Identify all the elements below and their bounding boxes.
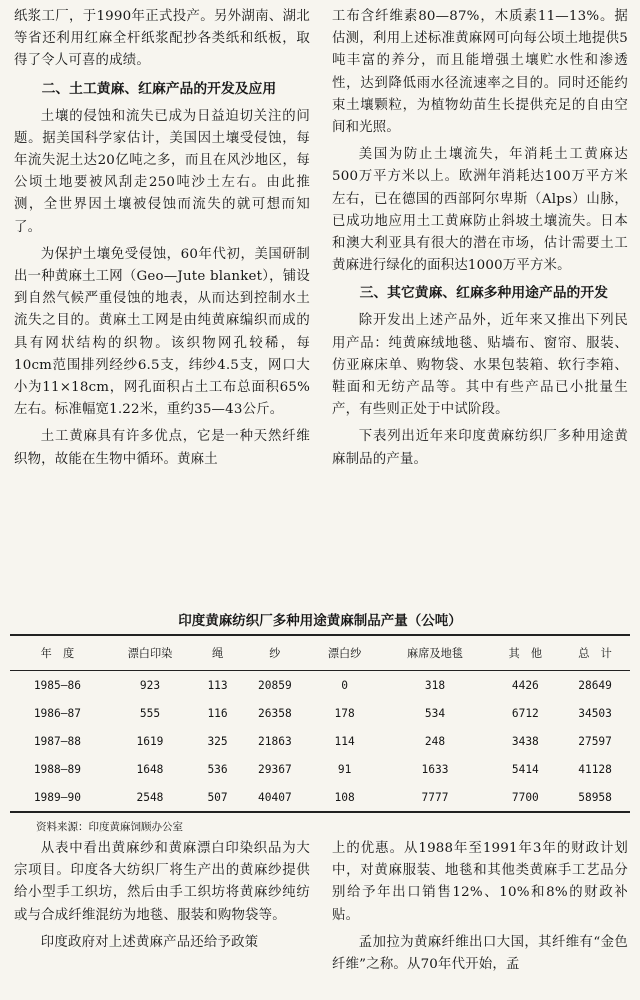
table-cell: 29367 <box>258 762 292 776</box>
table-cell: 2548 <box>105 783 195 812</box>
production-table-section <box>10 610 630 835</box>
table-cell: 4426 <box>511 678 539 692</box>
section-heading-2: 二、土工黄麻、红麻产品的开发及应用 <box>41 80 277 97</box>
table-cell: 325 <box>207 734 228 748</box>
production-table <box>10 634 630 813</box>
header-year: 年 度 <box>10 635 105 671</box>
paragraph: 除开发出上述产品外，近年来又推出下列民用产品：纯黄麻绒地毯、贴墙布、窗帘、服装、仿亚麻床单、购物袋、水果包装箱、软行李箱、鞋面和无纺产品等。其中有些产品已小批量生产，有些则正处于中试阶段。 <box>332 313 628 418</box>
table-cell: 1986—87 <box>33 706 81 720</box>
table-row <box>10 727 630 755</box>
paragraph: 下表列出近年来印度黄麻纺织厂多种用途黄麻制品的产量。 <box>332 429 628 467</box>
paragraph: 纸浆工厂，于1990年正式投产。另外湖南、湖北等省还利用红麻全杆纸浆配抄各类纸和纸板，取得了令人可喜的成绩。 <box>14 9 310 69</box>
table-cell: 1633 <box>421 762 449 776</box>
section-heading-3: 三、其它黄麻、红麻多种用途产品的开发 <box>359 285 608 302</box>
table-cell: 114 <box>334 734 355 748</box>
header-other: 其 他 <box>491 635 561 671</box>
table-header-row <box>10 635 630 671</box>
right-column-top <box>332 6 628 476</box>
paragraph: 为保护土壤免受侵蚀，60年代初，美国研制出一种黄麻土工网（Geo—Jute blanket），铺设到自然气候严重侵蚀的地表，从而达到控制水土流失之目的。黄麻土工网是由纯黄麻编织而成的具有网状结构的织物。该织物网孔较稀，每10cm范围排列经纱6.5支，纬纱4.5支，网口大小为11×18cm，网孔面积占土工布总面积65%左右。标准幅宽1.22米，重约35—43公斤。 <box>14 246 310 418</box>
left-column-top <box>14 6 310 476</box>
table-cell: 34503 <box>578 706 612 720</box>
table-cell: 20859 <box>258 678 292 692</box>
table-cell: 318 <box>424 678 446 692</box>
header-mats-carpets: 麻席及地毯 <box>379 635 490 671</box>
paragraph: 孟加拉为黄麻纤维出口大国，其纤维有“金色纤维”之称。从70年代开始，孟 <box>332 934 628 973</box>
table-source-note: 资料来源：印度黄麻饲顾办公室 <box>36 821 183 833</box>
table-cell: 534 <box>424 706 446 720</box>
table-cell: 116 <box>207 706 228 720</box>
table-row <box>10 783 630 812</box>
table-cell: 27597 <box>578 734 612 748</box>
header-bleached-yarn: 漂白纱 <box>310 635 380 671</box>
paragraph: 土工黄麻具有许多优点，它是一种天然纤维织物，故能在生物中循环。黄麻土 <box>14 429 310 467</box>
table-cell: 507 <box>195 783 240 812</box>
table-row <box>10 755 630 783</box>
table-cell: 1987—88 <box>33 734 81 748</box>
table-cell: 7777 <box>379 783 490 812</box>
table-cell: 1648 <box>136 762 164 776</box>
header-rope: 绳 <box>195 635 240 671</box>
table-cell: 0 <box>341 678 348 692</box>
table-cell: 26358 <box>258 706 292 720</box>
table-cell: 113 <box>207 678 228 692</box>
table-cell: 58958 <box>560 783 630 812</box>
paragraph: 土壤的侵蚀和流失已成为日益迫切关注的问题。据美国科学家估计，美国因土壤受侵蚀，每年流失泥土达20亿吨之多，而且在风沙地区，每公顷土地要被风刮走250吨沙土左右。由此推测，全世界因土壤被侵蚀而流失的就可想而知了。 <box>14 108 310 235</box>
table-cell: 923 <box>139 678 161 692</box>
table-row <box>10 699 630 727</box>
table-cell: 3438 <box>511 734 539 748</box>
header-total: 总 计 <box>560 635 630 671</box>
table-row <box>10 671 630 700</box>
header-yarn: 纱 <box>240 635 310 671</box>
header-bleached-printed: 漂白印染 <box>105 635 195 671</box>
table-cell: 6712 <box>511 706 539 720</box>
right-column-bottom <box>332 838 628 981</box>
paragraph: 印度政府对上述黄麻产品还给予政策 <box>40 934 259 950</box>
table-cell: 91 <box>337 762 352 776</box>
table-cell: 1988—89 <box>33 762 81 776</box>
table-cell: 1985—86 <box>33 678 81 692</box>
table-cell: 248 <box>424 734 446 748</box>
paragraph: 从表中看出黄麻纱和黄麻漂白印染织品为大宗项目。印度各大纺织厂将生产出的黄麻纱提供给小型手工织坊，然后由手工织坊将黄麻纱纯纺或与合成纤维混纺为地毯、服装和购物袋等。 <box>14 841 310 923</box>
table-cell: 21863 <box>258 734 292 748</box>
table-cell: 536 <box>207 762 228 776</box>
paragraph: 美国为防止土壤流失，年消耗土工黄麻达500万平方米以上。欧洲年消耗达100万平方米左右，已在德国的西部阿尔卑斯（Alps）山脉，已成功地应用土工黄麻防止斜坡土壤流失。日本和澳大利亚具有很大的潜在市场，估计需要土工黄麻进行绿化的面积达1000万平方米。 <box>332 147 628 274</box>
table-cell: 555 <box>139 706 161 720</box>
table-cell: 28649 <box>578 678 612 692</box>
table-cell: 5414 <box>511 762 539 776</box>
table-cell: 41128 <box>578 762 612 776</box>
paragraph: 工布含纤维素80—87%，木质素11—13%。据估测，利用上述标准黄麻网可向每公顷土地提供5吨丰富的养分，而且能增强土壤贮水性和渗透性，达到降低雨水径流速率之目的。同时还能约束土壤颗粒，为植物幼苗生长提供充足的自由空间和光照。 <box>332 9 628 136</box>
table-cell: 108 <box>310 783 380 812</box>
table-cell: 1619 <box>136 734 164 748</box>
table-cell: 40407 <box>240 783 310 812</box>
table-title: 印度黄麻纺织厂多种用途黄麻制品产量（公吨） <box>178 613 462 629</box>
paragraph: 上的优惠。从1988年至1991年3年的财政计划中，对黄麻服装、地毯和其他类黄麻手工艺品分别给予年出口销售12%、10%和8%的财政补贴。 <box>332 841 628 923</box>
left-column-bottom <box>14 838 310 959</box>
table-cell: 1989—90 <box>10 783 105 812</box>
table-cell: 7700 <box>491 783 561 812</box>
table-cell: 178 <box>334 706 355 720</box>
